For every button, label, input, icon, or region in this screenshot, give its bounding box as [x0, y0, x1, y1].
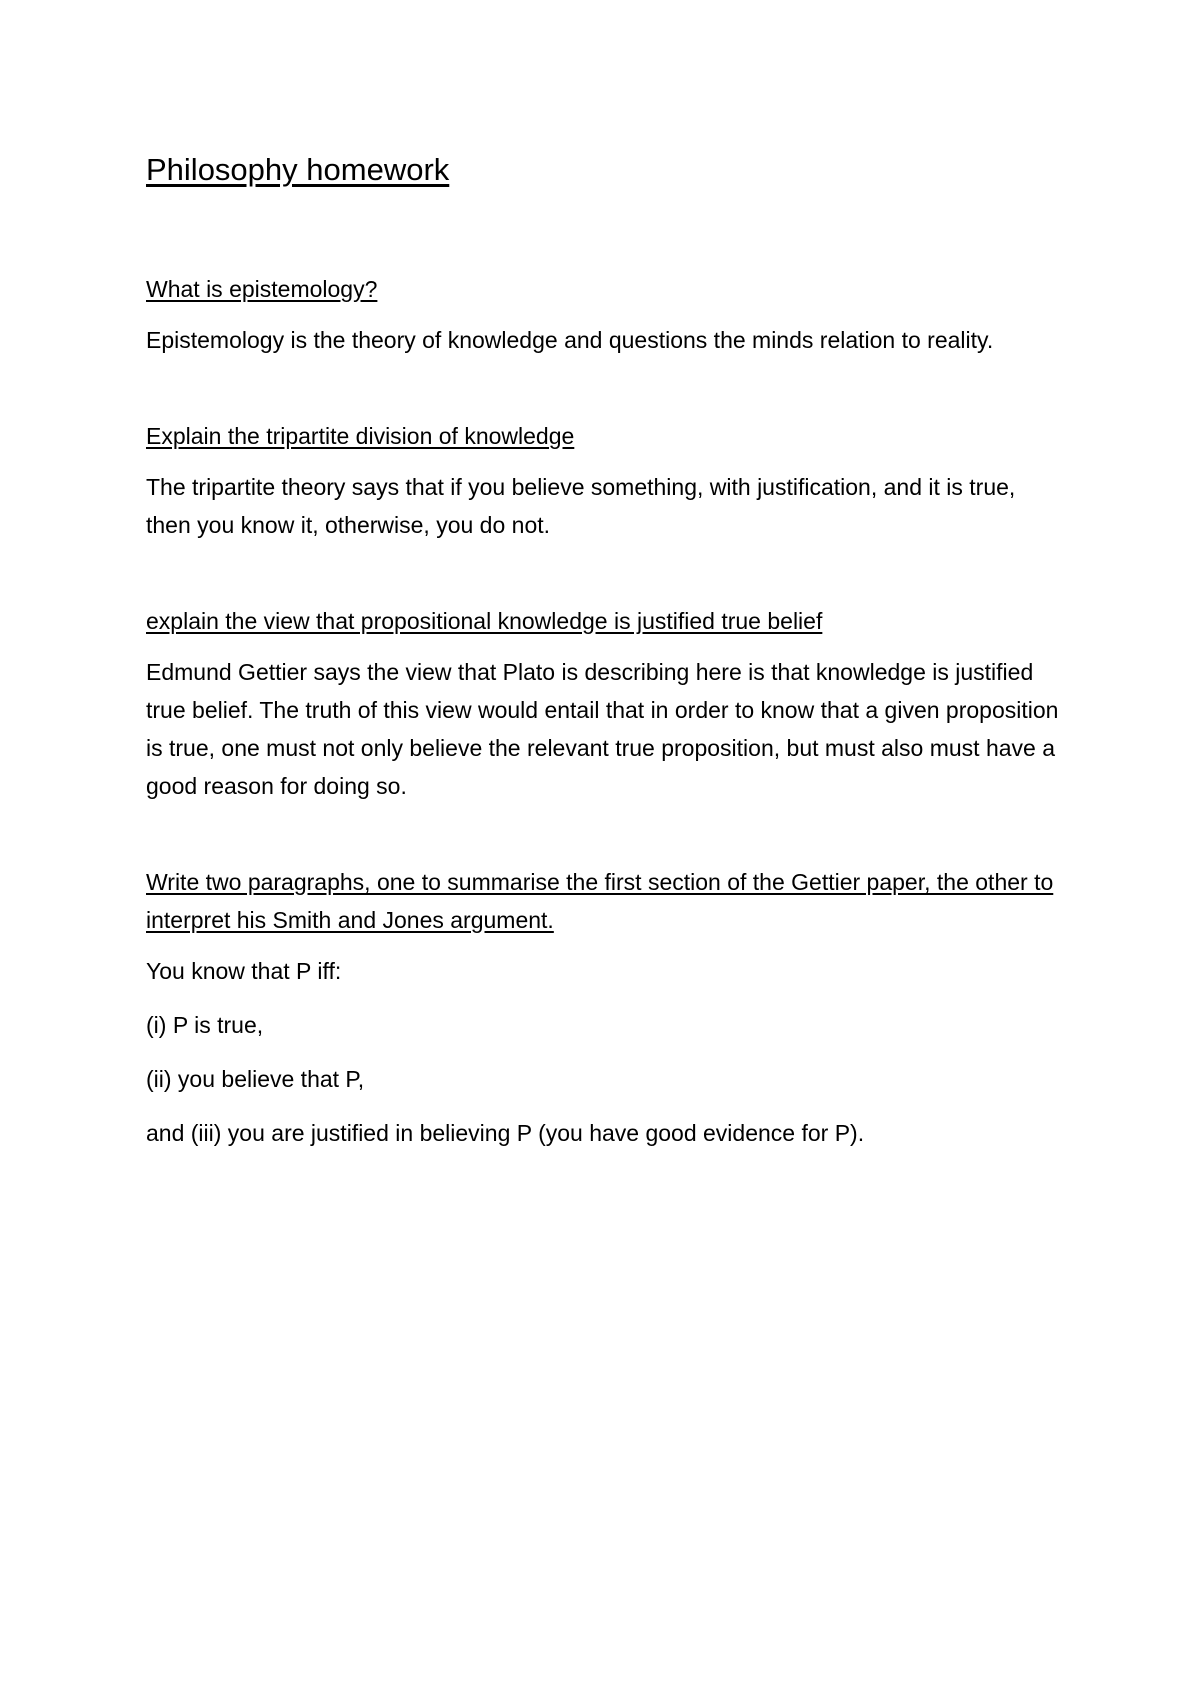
document-body [146, 150, 1066, 1152]
answer-1: Epistemology is the theory of knowledge and questions the minds relation to reality. [146, 327, 994, 353]
answer-2: The tripartite theory says that if you believe something, with justification, and it is true, then you know it, otherwise, you do not. [146, 474, 1016, 538]
condition-i: (i) P is true, [146, 1012, 264, 1038]
question-1: What is epistemology? [146, 276, 378, 302]
condition-ii: (ii) you believe that P, [146, 1066, 365, 1092]
condition-iii: and (iii) you are justified in believing P (you have good evidence for P). [146, 1120, 865, 1146]
question-4: Write two paragraphs, one to summarise the first section of the Gettier paper, the other to interpret his Smith and Jones argument. [146, 869, 1054, 933]
definition-line: You know that P iff: [146, 958, 342, 984]
answer-3: Edmund Gettier says the view that Plato is describing here is that knowledge is justified true belief. The truth of this view would entail that in order to know that a given proposition is true, one must not only believe the relevant true proposition, but must also must have a good reason for doing so. [146, 659, 1059, 799]
question-2: Explain the tripartite division of knowledge [146, 423, 575, 449]
document-title: Philosophy homework [146, 152, 450, 187]
question-3: explain the view that propositional knowledge is justified true belief [146, 608, 823, 634]
